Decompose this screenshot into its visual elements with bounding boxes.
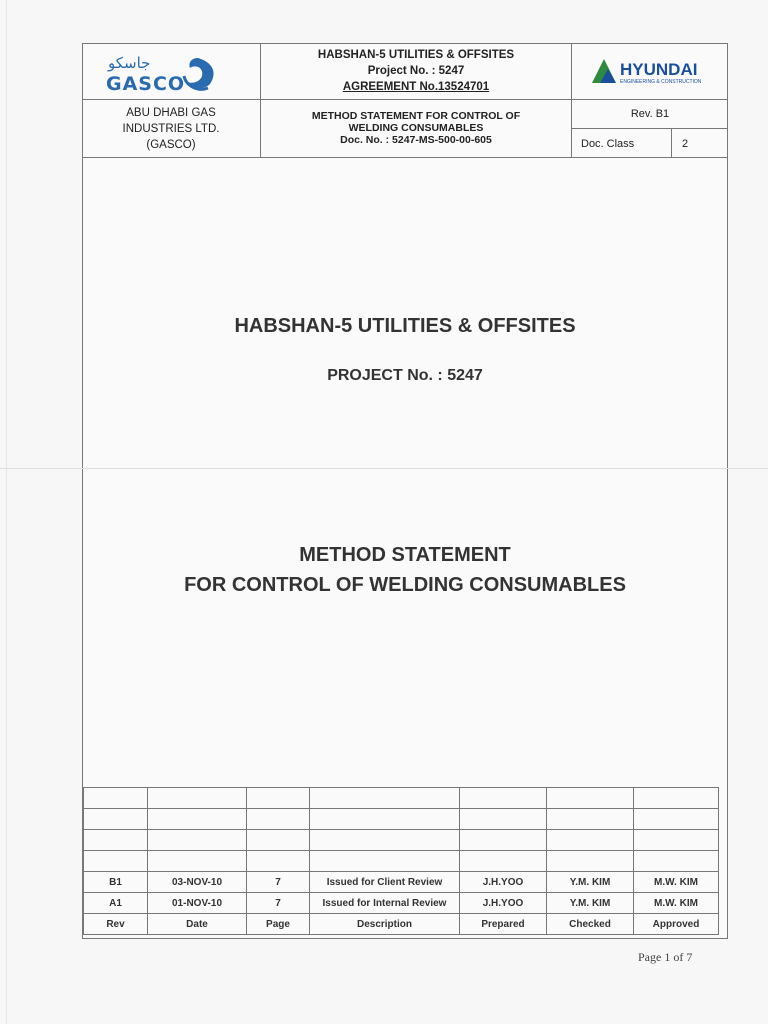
scan-edge xyxy=(6,0,7,1024)
company-line-1: ABU DHABI GAS xyxy=(126,106,216,119)
header-description: Description xyxy=(310,914,460,935)
header-rev: Rev xyxy=(84,914,148,935)
fold-line xyxy=(0,468,768,469)
company-cell xyxy=(82,100,261,158)
rev-cell: B1 xyxy=(84,872,148,893)
doc-title-line-1: METHOD STATEMENT FOR CONTROL OF xyxy=(311,110,521,122)
header-date: Date xyxy=(148,914,247,935)
table-header-row xyxy=(84,914,719,935)
description-cell: Issued for Client Review xyxy=(310,872,460,893)
page-cell: 7 xyxy=(247,872,310,893)
checked-cell: Y.M. KIM xyxy=(547,893,634,914)
hyundai-logo-sub: ENGINEERING & CONSTRUCTION xyxy=(620,79,702,85)
header-agreement: AGREEMENT No.13524701 xyxy=(342,81,490,93)
table-row xyxy=(84,788,719,809)
table-row xyxy=(84,830,719,851)
header-checked: Checked xyxy=(547,914,634,935)
prepared-cell: J.H.YOO xyxy=(460,872,547,893)
description-cell: Issued for Internal Review xyxy=(310,893,460,914)
revision-table xyxy=(83,787,719,935)
subject-line-2: FOR CONTROL OF WELDING CONSUMABLES xyxy=(184,574,626,596)
gasco-logo xyxy=(100,50,230,95)
document-title-cell xyxy=(261,100,572,158)
header-prepared: Prepared xyxy=(460,914,547,935)
gasco-logo-arabic: جاسكو xyxy=(108,54,151,72)
header-project-title: HABSHAN-5 UTILITIES & OFFSITES xyxy=(317,49,515,61)
rev-cell: A1 xyxy=(84,893,148,914)
header-page: Page xyxy=(247,914,310,935)
doc-class-label: Doc. Class xyxy=(572,129,672,158)
approved-cell: M.W. KIM xyxy=(634,893,719,914)
subject-line-1: METHOD STATEMENT xyxy=(299,544,511,566)
main-title: HABSHAN-5 UTILITIES & OFFSITES xyxy=(234,315,576,337)
header-approved: Approved xyxy=(634,914,719,935)
page-number: Page 1 of 7 xyxy=(638,950,693,964)
doc-number: Doc. No. : 5247-MS-500-00-605 xyxy=(340,134,492,146)
table-row xyxy=(84,893,719,914)
hyundai-logo-text: HYUNDAI xyxy=(620,60,698,79)
approved-cell: M.W. KIM xyxy=(634,872,719,893)
table-row xyxy=(84,851,719,872)
doc-class-value: 2 xyxy=(682,137,689,150)
table-row xyxy=(84,809,719,830)
table-row xyxy=(84,872,719,893)
header-project-no: Project No. : 5247 xyxy=(367,65,465,77)
date-cell: 01-NOV-10 xyxy=(148,893,247,914)
doc-title-line-2: WELDING CONSUMABLES xyxy=(348,122,484,134)
gasco-logo-text: GASCO xyxy=(106,73,186,95)
subject-title xyxy=(82,540,728,600)
checked-cell: Y.M. KIM xyxy=(547,872,634,893)
revision-label: Rev. B1 xyxy=(572,100,728,129)
page-cell: 7 xyxy=(247,893,310,914)
date-cell: 03-NOV-10 xyxy=(148,872,247,893)
project-header-cell xyxy=(261,43,572,100)
prepared-cell: J.H.YOO xyxy=(460,893,547,914)
company-line-3: (GASCO) xyxy=(146,138,196,151)
company-line-2: INDUSTRIES LTD. xyxy=(122,122,220,135)
main-project-no: PROJECT No. : 5247 xyxy=(327,367,483,384)
hyundai-logo xyxy=(590,55,720,87)
